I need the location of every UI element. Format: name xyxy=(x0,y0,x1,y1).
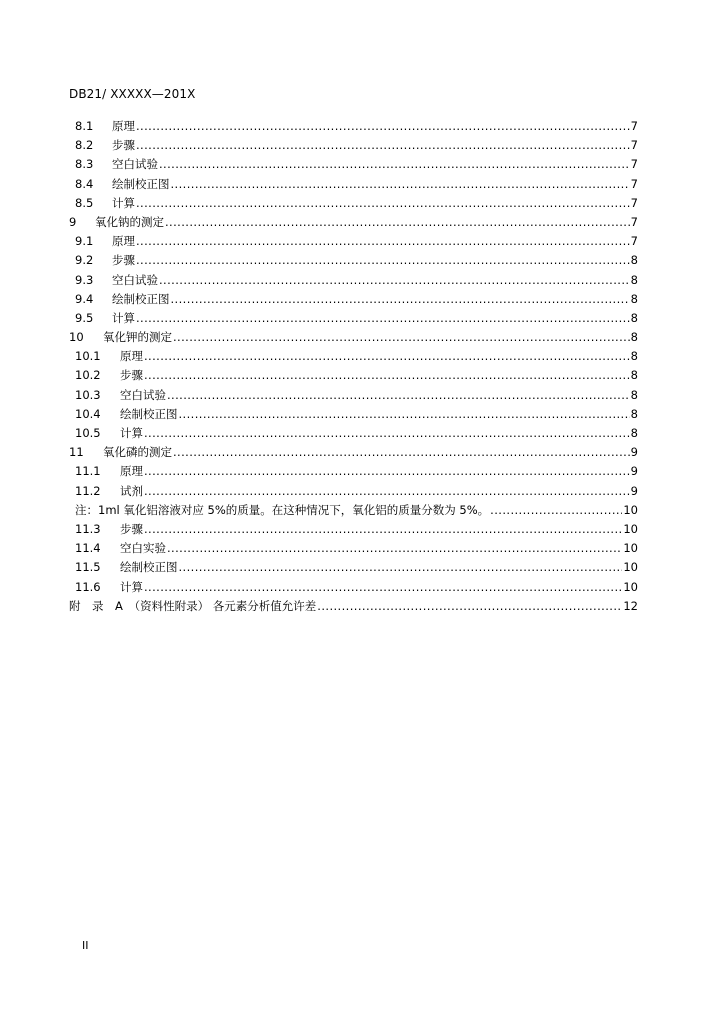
toc-entry[interactable] xyxy=(69,194,638,213)
page-number: II xyxy=(82,939,89,952)
toc-entry-page: 10 xyxy=(623,521,638,536)
toc-chapter-entry[interactable] xyxy=(69,443,638,462)
toc-entry-page: 10 xyxy=(623,541,638,556)
toc-entry-page: 9 xyxy=(630,464,638,479)
toc-entry-title: 氧化钠的测定 xyxy=(95,214,164,229)
toc-entry-number: 9.5 xyxy=(75,310,94,325)
dot-leader xyxy=(159,155,630,174)
toc-entry-number: 11 xyxy=(69,445,84,460)
toc-note-entry[interactable] xyxy=(69,501,638,520)
toc-entry-title: 绘制校正图 xyxy=(112,176,170,191)
toc-entry[interactable] xyxy=(69,386,638,405)
toc-entry-page: 8 xyxy=(630,272,638,287)
toc-entry-page: 7 xyxy=(630,234,638,249)
toc-entry-number: 10.4 xyxy=(75,406,101,421)
toc-entry-title: 步骤 xyxy=(120,521,143,536)
toc-entry-page: 8 xyxy=(630,387,638,402)
toc-entry-page: 9 xyxy=(630,445,638,460)
toc-entry[interactable] xyxy=(69,539,638,558)
toc-entry-number: 10 xyxy=(69,330,84,345)
dot-leader xyxy=(136,136,630,155)
toc-entry[interactable] xyxy=(69,232,638,251)
toc-entry[interactable] xyxy=(69,251,638,270)
toc-entry-title: 计算 xyxy=(120,579,143,594)
toc-entry[interactable] xyxy=(69,271,638,290)
toc-entry-page: 8 xyxy=(630,368,638,383)
dot-leader xyxy=(159,271,630,290)
dot-leader xyxy=(136,309,630,328)
toc-entry-title: 试剂 xyxy=(120,483,143,498)
toc-chapter-entry[interactable] xyxy=(69,328,638,347)
toc-entry-number: 9.2 xyxy=(75,253,94,268)
dot-leader xyxy=(136,194,630,213)
toc-entry-title: 步骤 xyxy=(112,253,135,268)
toc-note-text: 注：1ml 氧化铝溶液对应 5%的质量。在这种情况下，氧化铝的质量分数为 5%。 xyxy=(75,502,490,517)
toc-entry-title: 原理 xyxy=(112,119,135,133)
toc-entry[interactable] xyxy=(69,155,638,174)
toc-entry[interactable] xyxy=(69,175,638,194)
dot-leader xyxy=(144,482,630,501)
dot-leader xyxy=(144,347,630,366)
dot-leader xyxy=(173,443,630,462)
toc-entry-page: 10 xyxy=(623,502,638,517)
toc-entry-title: 空白试验 xyxy=(112,157,158,172)
toc-entry[interactable] xyxy=(69,290,638,309)
toc-entry[interactable] xyxy=(69,424,638,443)
toc-entry-title: 计算 xyxy=(112,195,135,210)
toc-entry-number: 11.3 xyxy=(75,521,101,536)
dot-leader xyxy=(173,328,630,347)
toc-entry-page: 7 xyxy=(630,138,638,153)
toc-entry-page: 8 xyxy=(630,406,638,421)
toc-entry-number: 11.4 xyxy=(75,541,101,556)
toc-entry-page: 8 xyxy=(630,349,638,364)
toc-entry-number: 11.5 xyxy=(75,560,101,575)
toc-entry-page: 10 xyxy=(623,579,638,594)
toc-entry[interactable] xyxy=(69,366,638,385)
toc-entry-page: 12 xyxy=(623,598,638,613)
toc-entry-number: 11.2 xyxy=(75,483,101,498)
toc-entry-page: 8 xyxy=(630,291,638,306)
document-code-header: DB21/ XXXXX—201X xyxy=(69,87,196,101)
table-of-contents xyxy=(69,117,638,616)
toc-entry[interactable] xyxy=(69,347,638,366)
toc-entry[interactable] xyxy=(69,309,638,328)
toc-entry-title: 步骤 xyxy=(120,368,143,383)
toc-entry-page: 8 xyxy=(630,310,638,325)
toc-entry-title: 绘制校正图 xyxy=(112,291,170,306)
toc-entry[interactable] xyxy=(69,117,638,136)
dot-leader xyxy=(317,597,622,616)
toc-entry-number: 9.4 xyxy=(75,291,94,306)
dot-leader xyxy=(171,175,630,194)
dot-leader xyxy=(144,520,622,539)
toc-entry-number: 8.4 xyxy=(75,176,94,191)
dot-leader xyxy=(136,251,630,270)
toc-entry-number: 9.1 xyxy=(75,234,94,249)
toc-entry-number: 10.1 xyxy=(75,349,101,364)
toc-entry-title: 空白实验 xyxy=(120,541,166,556)
toc-entry-number: 9 xyxy=(69,214,77,229)
toc-entry-page: 7 xyxy=(630,119,638,133)
toc-entry-title: 原理 xyxy=(120,349,143,364)
toc-entry[interactable] xyxy=(69,520,638,539)
toc-entry-number: 8.5 xyxy=(75,195,94,210)
toc-entry-title: 空白试验 xyxy=(120,387,166,402)
toc-entry[interactable] xyxy=(69,482,638,501)
toc-entry-page: 9 xyxy=(630,483,638,498)
toc-entry-title: 计算 xyxy=(120,426,143,440)
toc-entry[interactable] xyxy=(69,578,638,597)
toc-entry-number: 10.5 xyxy=(75,426,101,440)
dot-leader xyxy=(179,405,630,424)
toc-entry-title: 绘制校正图 xyxy=(120,560,178,575)
dot-leader xyxy=(136,117,630,136)
toc-entry[interactable] xyxy=(69,405,638,424)
dot-leader xyxy=(171,290,630,309)
dot-leader xyxy=(136,232,630,251)
toc-chapter-entry[interactable] xyxy=(69,213,638,232)
dot-leader xyxy=(144,366,630,385)
toc-entry-number: 11.1 xyxy=(75,464,101,479)
toc-entry-title: 附 录 A （资料性附录） 各元素分析值允许差 xyxy=(69,598,317,613)
dot-leader xyxy=(179,558,623,577)
toc-entry-number: 8.1 xyxy=(75,119,94,133)
dot-leader xyxy=(144,578,622,597)
toc-entry-title: 绘制校正图 xyxy=(120,406,178,421)
toc-entry-title: 空白试验 xyxy=(112,272,158,287)
dot-leader xyxy=(167,539,622,558)
toc-entry[interactable] xyxy=(69,136,638,155)
toc-entry-title: 氧化磷的测定 xyxy=(103,445,172,460)
toc-entry-page: 7 xyxy=(630,157,638,172)
toc-entry-title: 氧化钾的测定 xyxy=(103,330,172,345)
dot-leader xyxy=(490,501,622,520)
toc-entry[interactable] xyxy=(69,558,638,577)
toc-entry-number: 9.3 xyxy=(75,272,94,287)
dot-leader xyxy=(167,386,630,405)
toc-entry-title: 原理 xyxy=(120,464,143,479)
toc-entry-page: 7 xyxy=(630,176,638,191)
toc-entry[interactable] xyxy=(69,462,638,481)
toc-entry-page: 10 xyxy=(623,560,638,575)
dot-leader xyxy=(144,424,630,443)
toc-entry-page: 8 xyxy=(630,253,638,268)
toc-entry-number: 10.2 xyxy=(75,368,101,383)
toc-entry-title: 步骤 xyxy=(112,138,135,153)
toc-entry-number: 10.3 xyxy=(75,387,101,402)
toc-entry-page: 8 xyxy=(630,426,638,440)
dot-leader xyxy=(144,462,630,481)
toc-entry-title: 原理 xyxy=(112,234,135,249)
toc-appendix-entry[interactable] xyxy=(69,597,638,616)
toc-entry-number: 8.3 xyxy=(75,157,94,172)
dot-leader xyxy=(165,213,630,232)
toc-entry-number: 8.2 xyxy=(75,138,94,153)
toc-entry-number: 11.6 xyxy=(75,579,101,594)
toc-entry-page: 7 xyxy=(630,195,638,210)
toc-entry-page: 7 xyxy=(630,214,638,229)
toc-entry-title: 计算 xyxy=(112,310,135,325)
toc-entry-page: 8 xyxy=(630,330,638,345)
